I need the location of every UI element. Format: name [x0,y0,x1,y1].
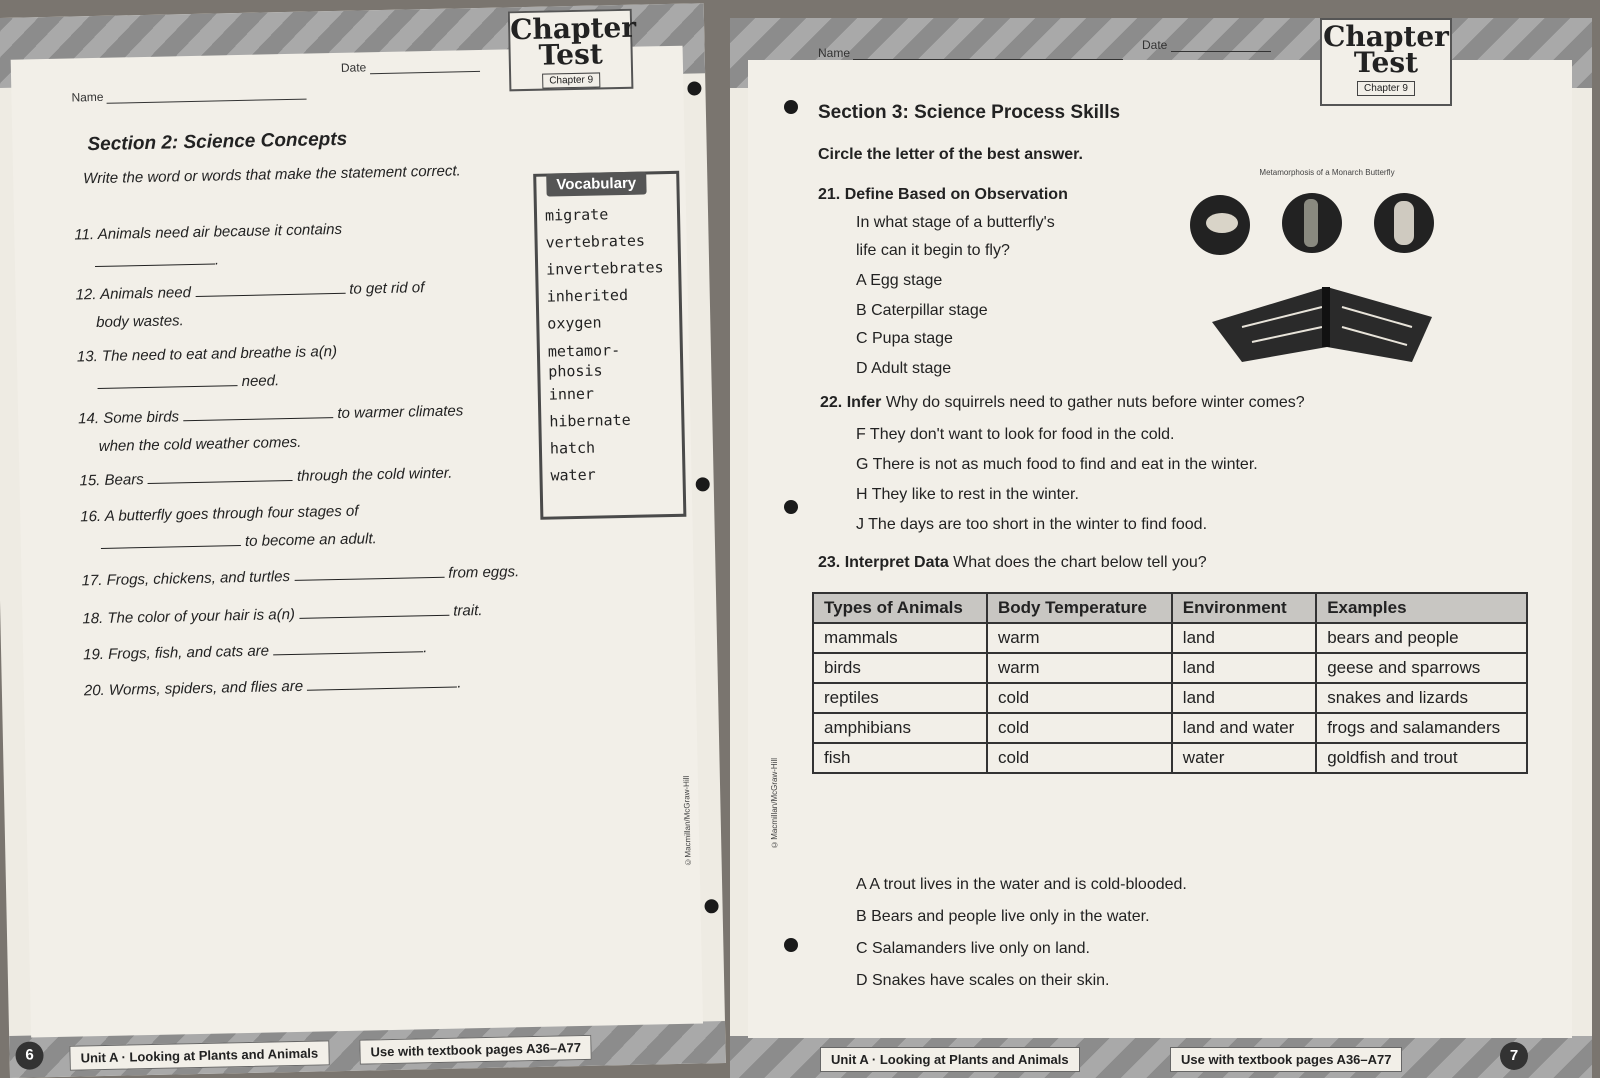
answer-option[interactable]: H They like to rest in the winter. [856,486,1079,503]
vocab-word: hatch [549,438,596,458]
question-23: 23. Interpret Data What does the chart below tell you? [818,554,1207,571]
instructions: Write the word or words that make the statement correct. [83,162,461,188]
vocab-word: invertebrates [545,258,664,279]
question-13: 13. The need to eat and breathe is a(n) [76,342,338,366]
table-cell: land and water [1172,713,1316,743]
left-sheet [11,10,703,1038]
binder-hole [696,477,710,491]
chapter-test-badge [1320,18,1452,106]
answer-blank[interactable] [307,677,457,691]
table-row [813,683,1527,713]
question-18: 18. The color of your hair is a(n) trait. [82,602,483,628]
table-cell: cold [987,743,1172,773]
table-cell: amphibians [813,713,987,743]
footer-pages: Use with textbook pages A36–A77 [359,1035,592,1065]
name-line [107,98,307,104]
binder-hole [704,899,718,913]
table-row [813,713,1527,743]
vocab-word: water [550,465,596,485]
name-field [71,86,307,105]
answer-option[interactable]: C Salamanders live only on land. [856,940,1090,957]
answer-blank[interactable] [183,407,333,421]
answer-option[interactable]: G There is not as much food to find and eat in the winter. [856,456,1258,473]
chapter-label: Chapter [509,10,637,47]
question-20: 20. Worms, spiders, and flies are . [83,674,462,700]
column-header: Body Temperature [987,593,1172,623]
instructions: Circle the letter of the best answer. [818,146,1083,163]
chapter-label: Chapter [1323,20,1449,53]
question-21-text: In what stage of a butterfly's [856,214,1055,231]
copyright-note: ©Macmillan/McGraw-Hill [681,775,693,867]
table-cell: water [1172,743,1316,773]
column-header: Examples [1316,593,1527,623]
name-field [818,46,1123,60]
question-16: 16. A butterfly goes through four stages of [80,502,359,526]
question-19: 19. Frogs, fish, and cats are . [82,639,428,664]
answer-option[interactable]: C Pupa stage [856,330,953,347]
question-11: 11. Animals need air because it contains [74,220,343,244]
figure-title: Metamorphosis of a Monarch Butterfly [1259,168,1395,177]
binder-hole [687,81,701,95]
vocab-word: vertebrates [545,231,646,252]
table-cell: geese and sparrows [1316,653,1527,683]
table-cell: bears and people [1316,623,1527,653]
table-cell: cold [987,683,1172,713]
vocab-word: migrate [544,205,609,225]
answer-blank[interactable] [195,283,345,297]
vocab-word: inner [548,384,595,404]
test-label: Test [1353,46,1419,79]
copyright-note: ©Macmillan/McGraw-Hill [770,758,779,849]
name-label: Name [71,89,104,105]
table-cell: warm [987,623,1172,653]
chapter-test-badge [508,9,637,92]
footer-unit: Unit A · Looking at Plants and Animals [69,1040,329,1070]
table-cell: land [1172,623,1316,653]
section-title: Section 3: Science Process Skills [818,102,1121,123]
date-field [341,58,480,75]
question-21-label: 21. Define Based on Observation [818,186,1068,203]
question-14-cont: when the cold weather comes. [98,433,302,456]
page-number: 6 [15,1041,44,1070]
chapter-number: Chapter 9 [1357,81,1415,96]
butterfly-stages-illustration [1182,177,1472,387]
date-label: Date [340,60,367,75]
table-cell: warm [987,653,1172,683]
table-cell: goldfish and trout [1316,743,1527,773]
question-11-answer[interactable]: . [95,251,220,271]
answer-option[interactable]: D Snakes have scales on their skin. [856,972,1110,989]
name-line [853,58,1123,60]
left-page [0,3,726,1078]
column-header: Types of Animals [813,593,987,623]
question-13-answer[interactable]: need. [97,372,279,393]
question-21-text: life can it begin to fly? [856,242,1010,259]
answer-blank[interactable] [148,470,293,484]
table-cell: cold [987,713,1172,743]
table-header-row [813,593,1527,623]
vocab-word: metamor- [547,341,621,361]
question-14: 14. Some birds to warmer climates [78,402,464,428]
table-cell: frogs and salamanders [1316,713,1527,743]
answer-blank[interactable] [299,605,449,619]
table-cell: mammals [813,623,987,653]
date-label: Date [1142,38,1168,52]
date-field [1142,38,1271,52]
question-22: 22. Infer Why do squirrels need to gather nuts before winter comes? [820,394,1305,411]
table-row [813,623,1527,653]
answer-option[interactable]: F They don't want to look for food in the cold. [856,426,1175,443]
vocabulary-box [533,171,686,520]
animal-data-table [812,592,1528,774]
question-16-answer[interactable]: to become an adult. [101,530,377,553]
vocab-word: phosis [548,361,603,381]
page-number: 7 [1500,1042,1528,1070]
table-cell: land [1172,653,1316,683]
footer-unit: Unit A · Looking at Plants and Animals [820,1047,1080,1072]
vocab-word: inherited [546,285,629,306]
binder-hole [784,938,798,952]
binder-hole [784,500,798,514]
answer-blank[interactable] [95,254,215,268]
footer-pages: Use with textbook pages A36–A77 [1170,1047,1402,1072]
metamorphosis-figure [1182,168,1472,398]
answer-option[interactable]: D Adult stage [856,360,952,377]
answer-blank[interactable] [273,641,423,655]
question-12: 12. Animals need to get rid of [75,279,425,304]
table-row [813,743,1527,773]
table-row [813,653,1527,683]
section-title: Section 2: Science Concepts [87,128,348,156]
right-page [730,18,1592,1078]
vocabulary-header: Vocabulary [546,171,646,196]
answer-option[interactable]: A A trout lives in the water and is cold-blooded. [856,876,1187,893]
table-cell: fish [813,743,987,773]
question-12-cont: body wastes. [96,312,184,332]
vocab-word: oxygen [547,313,602,333]
table-cell: birds [813,653,987,683]
table-cell: snakes and lizards [1316,683,1527,713]
binder-hole [784,100,798,114]
name-label: Name [818,46,851,60]
answer-option[interactable]: J The days are too short in the winter to find food. [856,516,1208,533]
column-header: Environment [1172,593,1316,623]
answer-blank[interactable] [294,567,444,581]
question-17: 17. Frogs, chickens, and turtles from eggs. [81,563,520,590]
answer-option[interactable]: A Egg stage [856,272,943,289]
answer-option[interactable]: B Caterpillar stage [856,302,988,319]
question-15: 15. Bears through the cold winter. [79,464,453,490]
chapter-number: Chapter 9 [542,72,600,88]
answer-blank[interactable] [97,375,237,389]
date-line [370,70,480,74]
test-label: Test [538,37,604,72]
answer-option[interactable]: B Bears and people live only in the water. [856,908,1150,925]
answer-blank[interactable] [101,535,241,549]
vocab-word: hibernate [549,410,631,431]
date-line [1171,50,1271,52]
table-cell: land [1172,683,1316,713]
table-cell: reptiles [813,683,987,713]
